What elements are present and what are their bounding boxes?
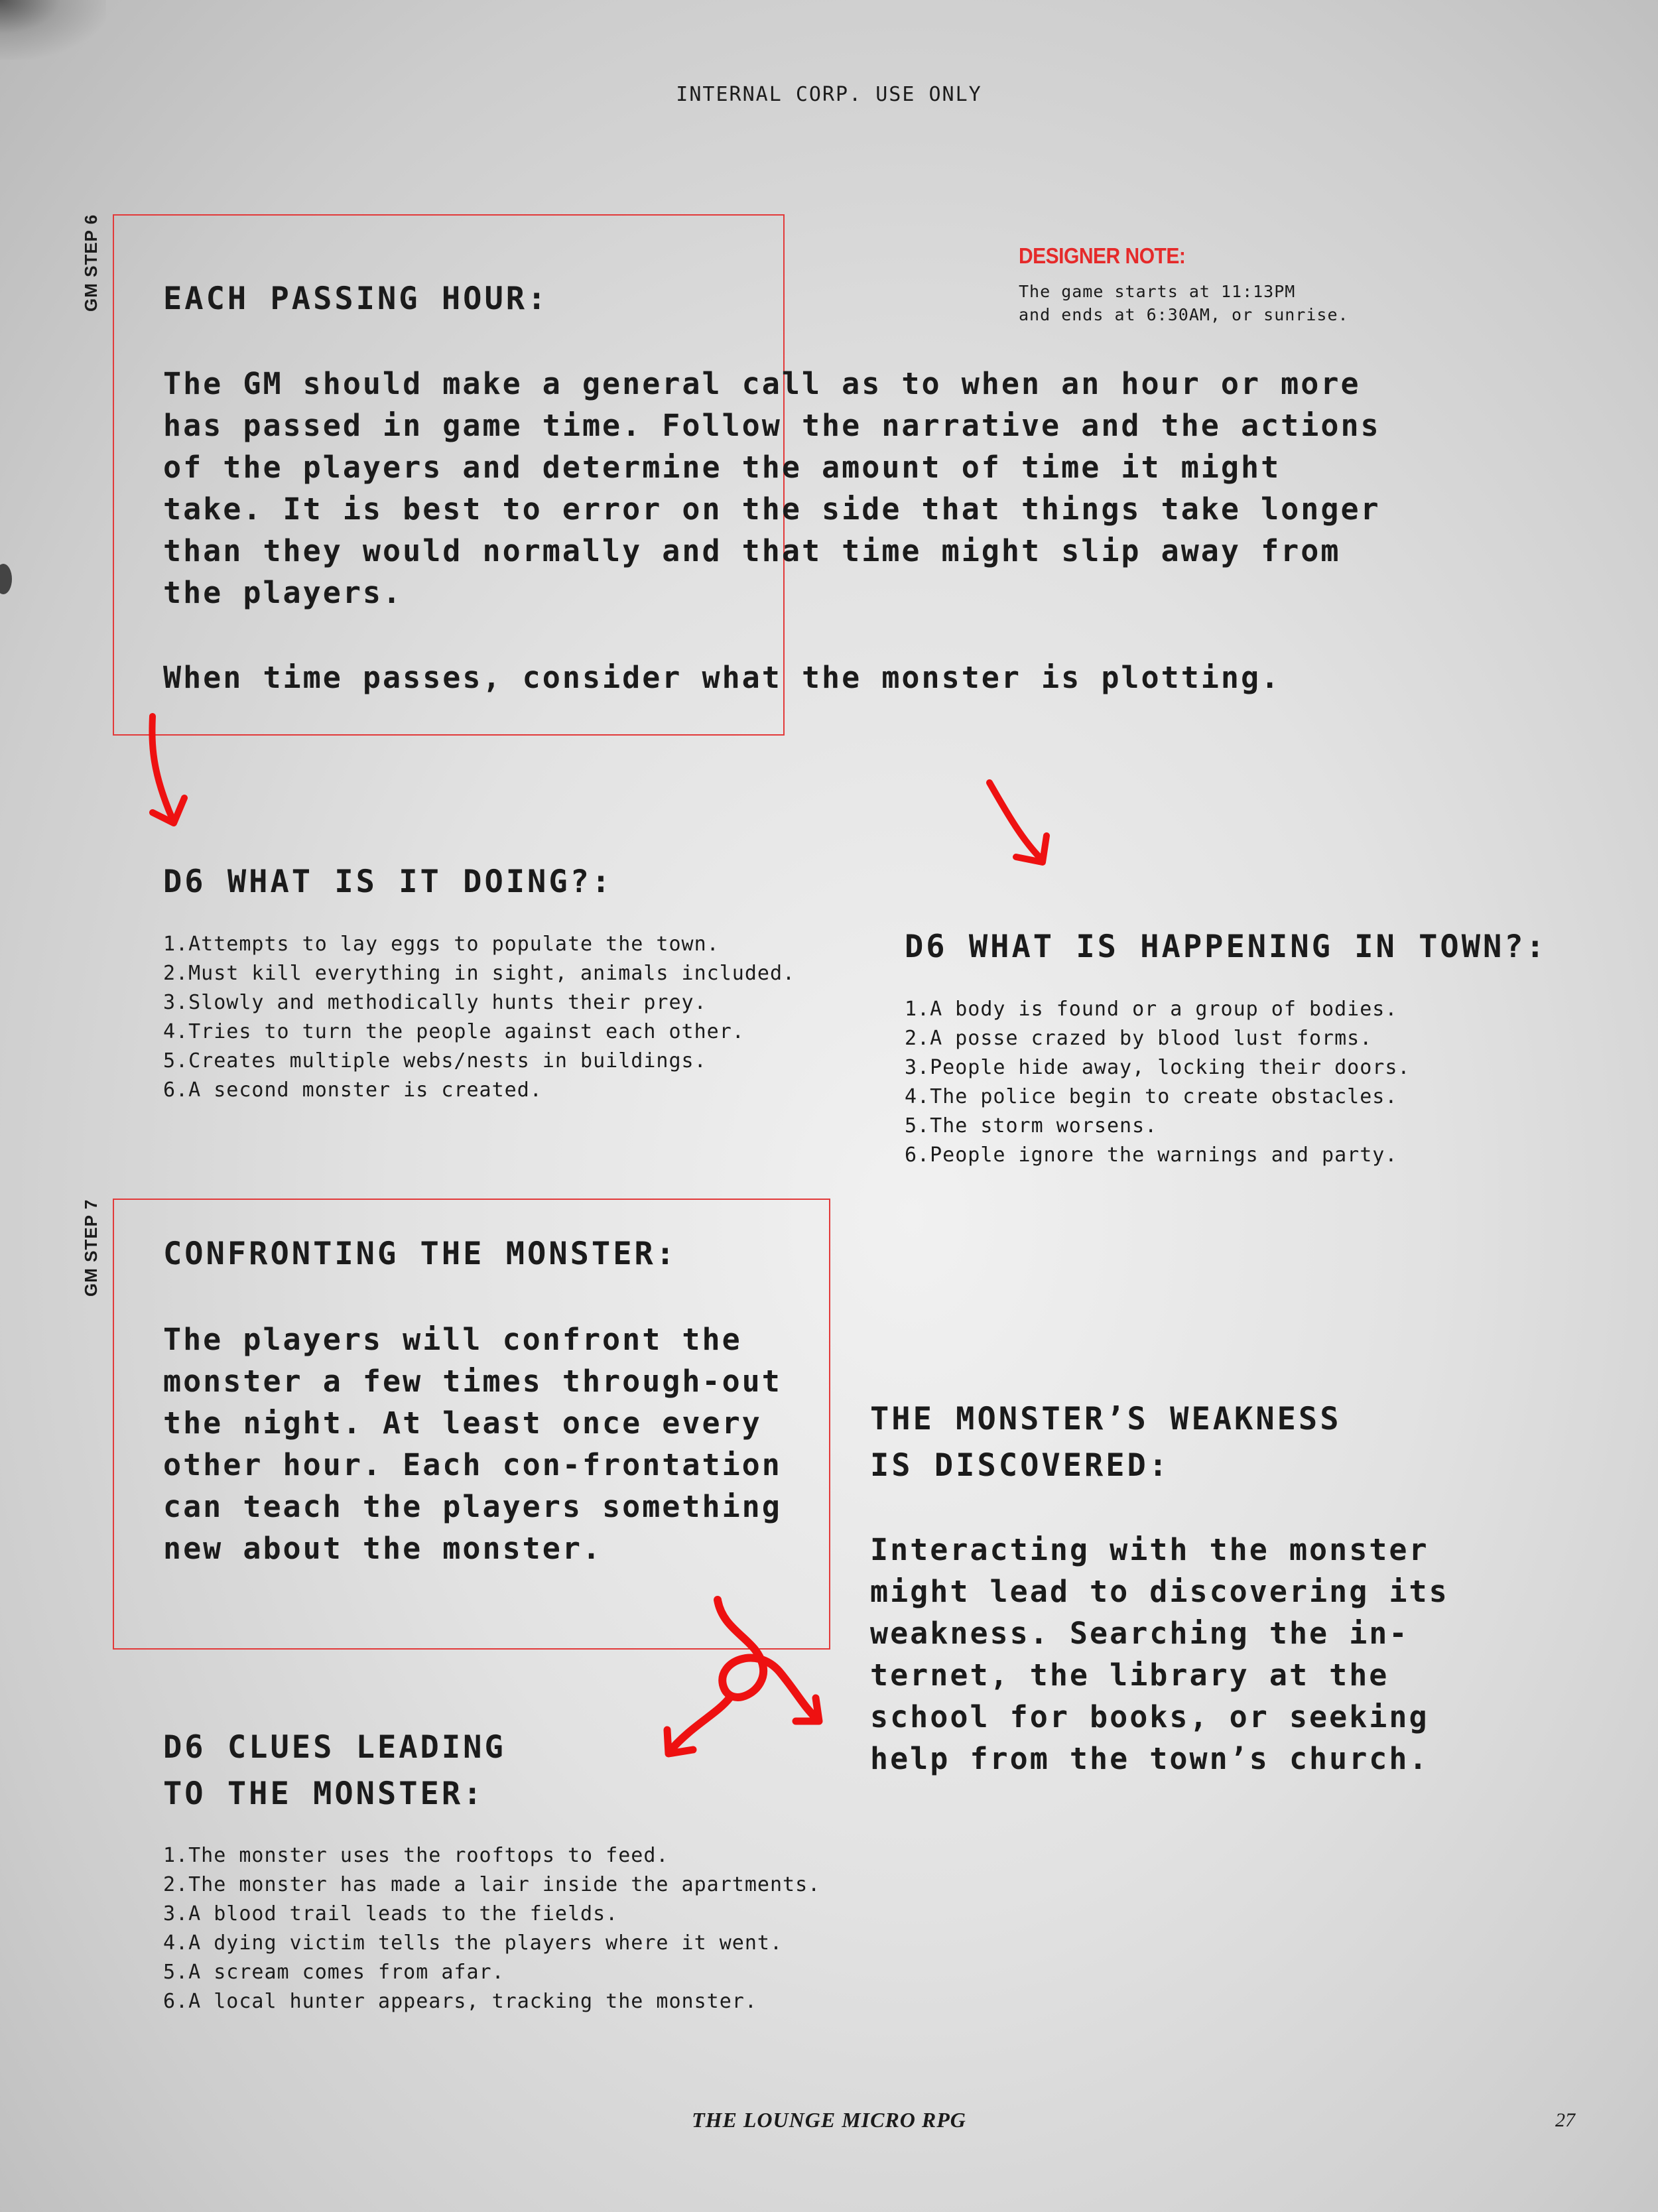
list-item: 5.Creates multiple webs/nests in buildings. <box>163 1049 707 1073</box>
page-header: INTERNAL CORP. USE ONLY <box>676 83 982 106</box>
page-corner-shadow <box>0 0 106 60</box>
list-item: 1.Attempts to lay eggs to populate the town. <box>163 933 720 956</box>
designer-note-title: DESIGNER NOTE: <box>1019 244 1186 269</box>
red-arrow-down-right-icon <box>975 776 1068 876</box>
list-item: 3.People hide away, locking their doors. <box>905 1056 1411 1079</box>
each-passing-hour-body: The GM should make a general call as to when an hour or more has passed in game time. Follow the narrative and the actions of the players and determine the amount of time it might take. It is best to error on the side that things take longer than they would normally and that time might slip away from the players. <box>163 366 1381 610</box>
list-item: 5.A scream comes from afar. <box>163 1961 505 1984</box>
step-label-gm-step-7: GM STEP 7 <box>81 1199 101 1297</box>
list-item: 4.Tries to turn the people against each other. <box>163 1020 745 1043</box>
page-number: 27 <box>1555 2109 1575 2131</box>
list-item: 4.A dying victim tells the players where it went. <box>163 1931 783 1955</box>
confronting-the-monster-body: The players will confront the monster a few times through-out the night. At least once every other hour. Each con-frontation can teach the players something new about the monster. <box>163 1322 782 1566</box>
step-label-gm-step-6: GM STEP 6 <box>81 214 101 312</box>
section-title-what-is-it-doing: D6 WHAT IS IT DOING?: <box>163 864 613 900</box>
list-item: 1.A body is found or a group of bodies. <box>905 998 1398 1021</box>
footer-book-title: THE LOUNGE MICRO RPG <box>692 2108 966 2132</box>
list-item: 3.Slowly and methodically hunts their prey. <box>163 991 707 1014</box>
each-passing-hour-footer-text: When time passes, consider what the monster is plotting. <box>163 660 1281 695</box>
section-title-each-passing-hour: EACH PASSING HOUR: <box>163 281 549 317</box>
section-title-clues-leading-to-monster: D6 CLUES LEADING TO THE MONSTER: <box>163 1729 506 1812</box>
red-arrow-down-left-icon <box>133 713 212 832</box>
section-title-monsters-weakness: THE MONSTER’S WEAKNESS IS DISCOVERED: <box>870 1401 1342 1484</box>
clues-list <box>163 1841 820 2016</box>
list-item: 6.People ignore the warnings and party. <box>905 1143 1398 1167</box>
list-item: 2.Must kill everything in sight, animals included. <box>163 962 796 985</box>
list-item: 6.A local hunter appears, tracking the monster. <box>163 1990 757 2013</box>
red-split-arrow-icon <box>657 1592 842 1771</box>
what-is-it-doing-list <box>163 930 795 1105</box>
list-item: 2.A posse crazed by blood lust forms. <box>905 1027 1373 1050</box>
list-item: 1.The monster uses the rooftops to feed. <box>163 1844 669 1867</box>
designer-note-text: The game starts at 11:13PM and ends at 6:30AM, or sunrise. <box>1019 282 1349 324</box>
section-title-what-is-happening-in-town: D6 WHAT IS HAPPENING IN TOWN?: <box>905 929 1547 965</box>
list-item: 3.A blood trail leads to the fields. <box>163 1902 619 1925</box>
paper-blemish <box>0 564 12 594</box>
what-is-happening-list <box>905 995 1410 1170</box>
list-item: 5.The storm worsens. <box>905 1114 1158 1138</box>
section-title-confronting-the-monster: CONFRONTING THE MONSTER: <box>163 1236 678 1272</box>
list-item: 6.A second monster is created. <box>163 1078 542 1102</box>
list-item: 4.The police begin to create obstacles. <box>905 1085 1398 1108</box>
monsters-weakness-body: Interacting with the monster might lead to discovering its weakness. Searching the in-ternet, the library at the school for books, or seeking help from the town’s church. <box>870 1532 1449 1776</box>
list-item: 2.The monster has made a lair inside the apartments. <box>163 1873 821 1896</box>
